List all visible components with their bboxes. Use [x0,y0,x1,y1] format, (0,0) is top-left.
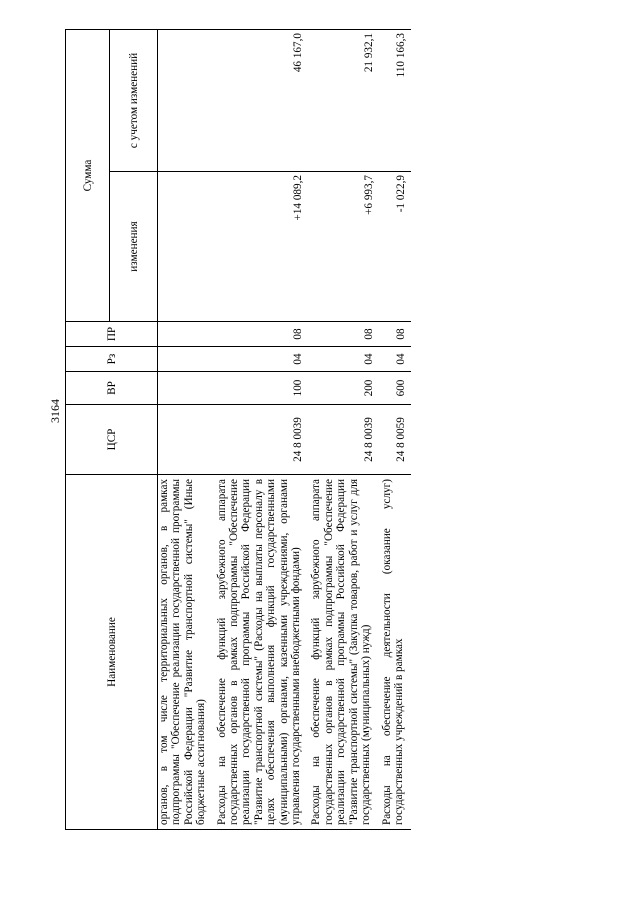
row-total: 46 167,0 [214,30,309,172]
row-total: 110 166,3 [379,30,412,172]
row-change: +14 089,2 [214,172,309,322]
row-change: -1 022,9 [379,172,412,322]
header-rz: Рз [66,347,158,372]
row-vr: 100 [214,372,309,405]
table-row [379,30,412,830]
header-name: Наименование [66,475,158,830]
row-rz: 04 [379,347,412,372]
table-row [214,30,309,830]
row-change [158,172,214,322]
row-csr: 24 8 0039 [214,405,309,475]
row-total: 21 932,1 [308,30,378,172]
header-vr: ВР [66,372,158,405]
page-number: 3164 [48,399,62,423]
row-name: органов, в том числе территориальных органов, в рамках подпрограммы "Обеспечение реализации государственной программы Российской Федерации "Развитие транспортной системы" (Иные бюджетные ассигнования) [158,475,214,830]
table-row [158,30,214,830]
row-pr: 08 [214,322,309,347]
header-sum: Сумма [66,30,110,322]
row-name: Расходы на обеспечение функций зарубежного аппарата государственных органов в рамках подпрограммы "Обеспечение реализации государственной программы Российской Федерации "Развитие транспортной системы" (Расходы на выплаты персоналу в целях обеспечения выполнения функций государственными (муниципальными) органами, казенными учреждениями, органами управления государственными внебюджетными фондами) [214,475,309,830]
table-row [308,30,378,830]
row-rz: 04 [214,347,309,372]
row-pr [158,322,214,347]
header-with-change: с учетом изменений [110,30,158,172]
row-name: Расходы на обеспечение деятельности (оказание услуг) государственных учреждений в рамках [379,475,412,830]
row-rz: 04 [308,347,378,372]
header-pr: ПР [66,322,158,347]
row-csr [158,405,214,475]
row-vr: 200 [308,372,378,405]
row-total [158,30,214,172]
row-rz [158,347,214,372]
row-vr: 600 [379,372,412,405]
header-csr: ЦСР [66,405,158,475]
row-change: +6 993,7 [308,172,378,322]
budget-table [65,29,411,830]
row-csr: 24 8 0059 [379,405,412,475]
row-vr [158,372,214,405]
row-pr: 08 [308,322,378,347]
row-pr: 08 [379,322,412,347]
header-change: изменения [110,172,158,322]
row-csr: 24 8 0039 [308,405,378,475]
row-name: Расходы на обеспечение функций зарубежного аппарата государственных органов в рамках подпрограммы "Обеспечение реализации государственной программы Российской Федерации "Развитие транспортной системы" (Закупка товаров, работ и услуг для государственных (муниципальных) нужд) [308,475,378,830]
